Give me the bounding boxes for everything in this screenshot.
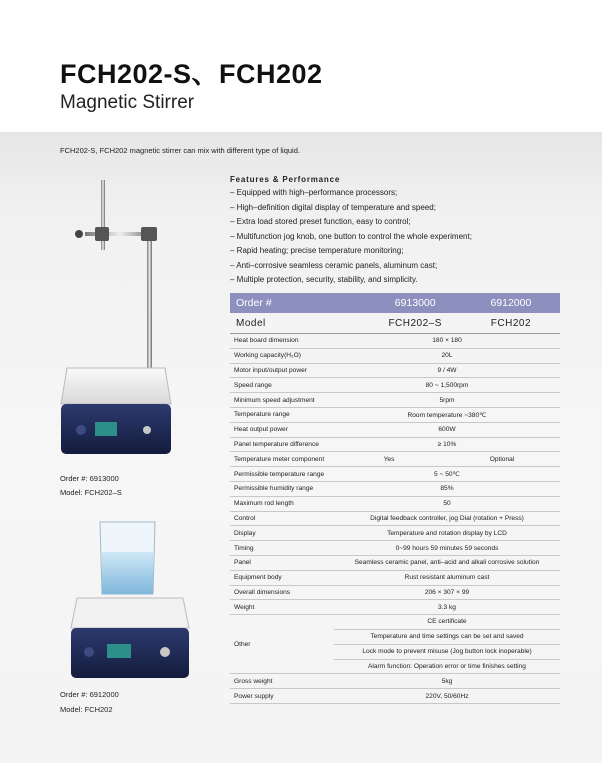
page-header bbox=[0, 0, 602, 132]
spec-value: Temperature and rotation display by LCD bbox=[387, 529, 507, 537]
intro-text: FCH202-S, FCH202 magnetic stirrer can mix with different type of liquid. bbox=[60, 146, 300, 155]
spec-key: Control bbox=[234, 514, 256, 522]
order-number-1: 6913000 bbox=[394, 297, 436, 309]
spec-table-header bbox=[230, 293, 560, 313]
product-order-fch202s: Order #: 6913000 bbox=[60, 474, 119, 483]
spec-key: Temperature meter component bbox=[234, 455, 325, 463]
model-1: FCH202–S bbox=[388, 317, 442, 329]
feature-item: – Multifunction jog knob, one button to control the whole experiment; bbox=[230, 231, 472, 241]
table-row bbox=[230, 364, 560, 379]
table-row bbox=[230, 497, 560, 512]
product-order-fch202: Order #: 6912000 bbox=[60, 690, 119, 699]
spec-value: Alarm function: Operation error or time finishes setting bbox=[368, 662, 526, 670]
table-row bbox=[230, 571, 560, 586]
table-row bbox=[230, 526, 560, 541]
spec-value: Seamless ceramic panel, anti–acid and alkali corrosive solution bbox=[354, 559, 540, 567]
table-row bbox=[230, 408, 560, 423]
spec-value: ≥ 10% bbox=[437, 440, 457, 448]
spec-key: Permissible temperature range bbox=[234, 470, 325, 478]
feature-item: – Multiple protection, security, stability, and simplicity. bbox=[230, 275, 418, 284]
table-row bbox=[230, 334, 560, 349]
spec-value: Rust resistant aluminum cast bbox=[404, 574, 490, 582]
other-values bbox=[334, 615, 560, 673]
spec-value: 5 ~ 50℃ bbox=[434, 471, 460, 479]
spec-value: 20L bbox=[441, 352, 453, 360]
spec-key: Equipment body bbox=[234, 574, 282, 582]
table-row bbox=[230, 423, 560, 438]
spec-key: Motor input/output power bbox=[234, 366, 307, 374]
feature-item: – Extra load stored preset function, easy to control; bbox=[230, 217, 411, 226]
spec-key: Heat output power bbox=[234, 426, 288, 434]
spec-value: 180 × 180 bbox=[432, 337, 462, 345]
table-row bbox=[230, 393, 560, 408]
spec-key: Minimum speed adjustment bbox=[234, 396, 315, 404]
spec-value: 9 / 4W bbox=[437, 366, 457, 374]
page-subtitle: Magnetic Stirrer bbox=[60, 92, 195, 113]
spec-key: Speed range bbox=[234, 381, 272, 389]
spec-value: 206 × 307 × 99 bbox=[424, 588, 470, 596]
spec-key: Power supply bbox=[234, 692, 274, 700]
spec-value: 50 bbox=[443, 500, 451, 508]
spec-value: 600W bbox=[438, 426, 456, 434]
feature-item: – Rapid heating; precise temperature monitoring; bbox=[230, 246, 404, 255]
table-row bbox=[230, 452, 560, 467]
table-row bbox=[230, 349, 560, 364]
product-image-fch202 bbox=[55, 516, 205, 686]
order-number-2: 6912000 bbox=[490, 297, 532, 309]
table-row bbox=[230, 556, 560, 571]
feature-item: – Equipped with high–performance processors; bbox=[230, 188, 398, 197]
table-row bbox=[230, 689, 560, 704]
features-title: Features & Performance bbox=[230, 175, 341, 184]
spec-value: Lock mode to prevent misuse (Jog button lock inoperable) bbox=[334, 645, 560, 660]
spec-key: Other bbox=[234, 640, 251, 648]
model-label: Model bbox=[236, 317, 266, 329]
table-row bbox=[230, 438, 560, 453]
spec-key: Gross weight bbox=[234, 677, 273, 685]
table-row bbox=[230, 512, 560, 527]
table-row bbox=[230, 586, 560, 601]
table-row bbox=[230, 541, 560, 556]
spec-key: Working capacity(H₂O) bbox=[234, 352, 301, 360]
spec-value: 5kg bbox=[441, 677, 453, 685]
features-list bbox=[230, 186, 472, 288]
spec-key: Overall dimensions bbox=[234, 588, 291, 596]
order-label: Order # bbox=[236, 297, 272, 309]
table-row-other bbox=[230, 615, 560, 674]
page-title: FCH202-S、FCH202 bbox=[60, 59, 323, 89]
spec-table bbox=[230, 293, 560, 704]
spec-value: 85% bbox=[440, 485, 454, 493]
spec-value: Yes bbox=[383, 455, 395, 463]
table-row bbox=[230, 674, 560, 689]
spec-key: Maximum rod length bbox=[234, 500, 294, 508]
spec-key: Panel bbox=[234, 559, 251, 567]
spec-value: Digital feedback controller, jog Dial (rotation + Press) bbox=[370, 514, 524, 522]
spec-value: Temperature and time settings can be set and saved bbox=[334, 630, 560, 645]
spec-key: Permissible humidity range bbox=[234, 485, 314, 493]
product-model-fch202s: Model: FCH202–S bbox=[60, 488, 122, 497]
spec-key: Heat board dimension bbox=[234, 337, 299, 345]
spec-value: Optional bbox=[489, 455, 515, 463]
spec-key: Panel temperature difference bbox=[234, 440, 319, 448]
spec-value: 80 ~ 1,500rpm bbox=[425, 381, 469, 389]
spec-value: 5rpm bbox=[439, 396, 455, 404]
spec-value: 0~99 hours 59 minutes 59 seconds bbox=[395, 544, 499, 552]
feature-item: – High–definition digital display of temperature and speed; bbox=[230, 202, 436, 212]
spec-key: Display bbox=[234, 529, 256, 537]
spec-value: 3.3 kg bbox=[438, 603, 456, 611]
spec-value: 220V, 50/60Hz bbox=[425, 692, 469, 700]
spec-key: Weight bbox=[234, 603, 255, 611]
spec-key: Temperature range bbox=[234, 411, 290, 419]
product-model-fch202: Model: FCH202 bbox=[60, 705, 113, 714]
spec-value: CE certificate bbox=[334, 615, 560, 630]
feature-item: – Anti–corrosive seamless ceramic panels, aluminum cast; bbox=[230, 260, 438, 270]
spec-key: Timing bbox=[234, 544, 254, 552]
table-row bbox=[230, 378, 560, 393]
product-image-fch202s bbox=[55, 172, 205, 472]
spec-value: Room temperature ~380℃ bbox=[407, 411, 487, 419]
model-2: FCH202 bbox=[490, 317, 532, 329]
table-row bbox=[230, 467, 560, 482]
table-row bbox=[230, 600, 560, 615]
model-row bbox=[230, 313, 560, 334]
table-row bbox=[230, 482, 560, 497]
